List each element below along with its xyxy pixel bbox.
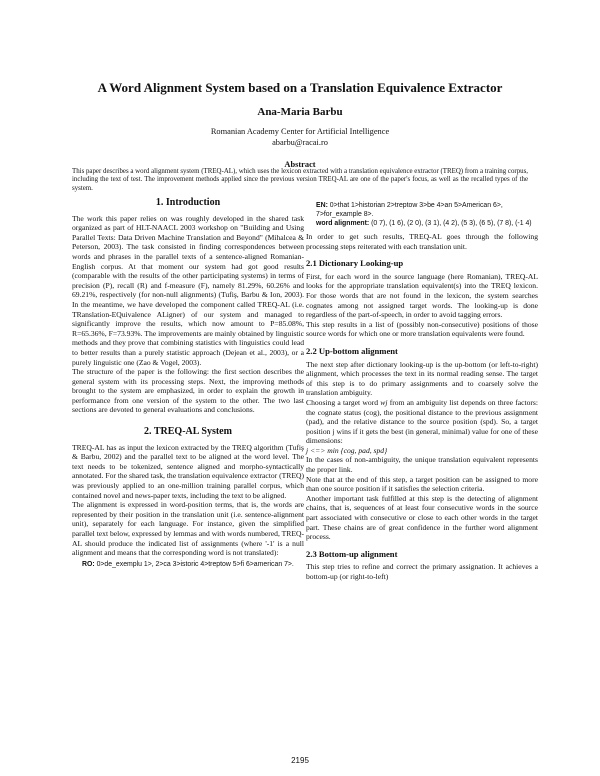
- example-alignment: [306, 219, 538, 228]
- example-alignment-text: (0 7), (1 6), (2 0), (3 1), (4 2), (5 3), (6 5), (7 8), (-1 4): [371, 220, 532, 227]
- selection-formula: [306, 446, 538, 456]
- example-ro-tag: RO:: [82, 560, 95, 568]
- treq-paragraph-3: In order to get such results, TREQ-AL goes through the following processing steps reiterated with each translation unit.: [306, 232, 538, 251]
- paper-title: A Word Alignment System based on a Translation Equivalence Extractor: [97, 80, 503, 95]
- formula-text: j <=> min {cog, pad, spd}: [306, 445, 388, 455]
- intro-paragraph-1: The work this paper relies on was roughly developed in the shared task organized as part of HLT-NAACL 2003 workshop on "Building and Using Parallel Texts: Data Driven Machine Translation and Beyond" (Mihalcea & Peterson, 2003). The task consisted in finding correspondences between words and phrases in the parallel texts of a sentence-aligned Romanian-English corpus. At that moment our system had got good results (comparable with the results of the other participating systems) in terms of precision (P), recall (R) and f-measure (F), namely 81.29%, 60.26% and 69.21%, respectively (for non-null alignments) (Tufiş, Barbu & Ion, 2003). In the meantime, we have developed the component called TREQ-AL (i.e. TRanslation-EQuivalence ALigner) of our system and managed to significantly improve the results, which now amount to P=85.08%, R=65.36%, F=73.93%. The improvements are mainly obtained by linguistic methods and they prove that combining statistics with linguistics could lead to better results than a purely statistic approach (Dejean et al., 2003), or a purely linguistic one (Zao & Vogel, 2003).: [72, 213, 304, 367]
- right-column: [306, 201, 538, 582]
- email: abarbu@racai.ro: [272, 138, 328, 147]
- section-heading-bottom-up: 2.3 Bottom-up alignment: [306, 548, 398, 559]
- example-en-tag: EN:: [316, 202, 328, 209]
- affiliation: Romanian Academy Center for Artificial Intelligence: [210, 127, 390, 136]
- section-heading-treq-al: 2. TREQ-AL System: [144, 426, 232, 438]
- upbottom-paragraph-2: [306, 398, 538, 446]
- dict-paragraph-1: First, for each word in the source language (here Romanian), TREQ-AL looks for the appropriate translation equivalent(s) into the TREQ lexicon. For those words that are not found in the lexicon, the system searches cognates among not assigned target words. The looking-up is done regardless of the part-of-speech, in order to avoid tagging errors.: [306, 271, 538, 320]
- section-heading-up-bottom: 2.2 Up-bottom alignment: [306, 345, 398, 356]
- abstract-heading: Abstract: [284, 160, 316, 169]
- target-word-var: wj: [380, 397, 388, 407]
- left-column: [72, 198, 304, 569]
- abstract-text: This paper describes a word alignment system (TREQ-AL), which uses the lexicon extracted with a translation equivalence extractor (TREQ) from a training corpus, including the text of test. The improvement methods applied since the previous version TREQ-AL are one of the paper's focus, as well as the recalled types of the system.: [72, 168, 528, 192]
- example-alignment-tag: word alignment:: [316, 220, 370, 227]
- affiliation-block: [0, 126, 600, 148]
- treq-paragraph-2: The alignment is expressed in word-position terms, that is, the words are represented by their position in the translation unit (i.e. sentence-alignment unit), separately for each language. For instance, given the simplified parallel text below, expressed by lemmas and with words numbered, TREQ-AL should produce the indicated list of assignments (where '-1' is a null alignment and means that the corresponding word is not translated):: [72, 500, 304, 558]
- treq-paragraph-1: TREQ-AL has as input the lexicon extracted by the TREQ algorithm (Tufiş & Barbu, 2002) and the parallel text to be aligned at the word level. The text needs to be tokenized, sentence aligned and morpho-syntactically annotated. For the shared task, the translation equivalence extractor (TREQ) was previously applied to an one-million training parallel corpus, which contained novel and news-paper texts, including the text to be aligned.: [72, 442, 304, 500]
- intro-paragraph-2: The structure of the paper is the following: the first section describes the general system with its processing steps. Next, the improving methods brought to the system are emphasized, in order to explain the growth in performance from one version of the system to the other. The two last sections are devoted to general evaluations and conclusions.: [72, 367, 304, 415]
- upbottom-paragraph-3: In the cases of non-ambiguity, the unique translation equivalent represents the proper link.: [306, 455, 538, 475]
- author-name: Ana-Maria Barbu: [257, 106, 343, 118]
- section-heading-dictionary: 2.1 Dictionary Looking-up: [306, 258, 404, 269]
- upbottom-p2-end: from an ambiguity list depends on three factors: the cognate status (cog), the positional distance to the previous assignment (pad), and the relative distance to the source position (spd). So, a target position j wins if it gets the best (in general, minimal) value for one of these dimensions:: [306, 397, 538, 446]
- example-ro: [72, 560, 304, 569]
- bottomup-paragraph-1: This step tries to refine and correct the primary assignation. It achieves a bottom-up (or right-to-left): [306, 562, 538, 581]
- section-heading-introduction: 1. Introduction: [155, 197, 221, 208]
- page-number: 2195: [291, 756, 309, 765]
- dict-paragraph-2: This step results in a list of (possibly non-consecutive) positions of those source words for which one or more translation equivalents were found.: [306, 319, 538, 339]
- upbottom-p2-start: Choosing a target word: [306, 397, 381, 407]
- upbottom-paragraph-1: The next step after dictionary looking-up is the up-bottom (or left-to-right) alignment, which processes the text in its normal reading sense. The target of this step is to do primary assignments and to coarsely solve the translation ambiguity.: [306, 359, 538, 398]
- example-ro-text: 0>de_exemplu 1>, 2>ca 3>istoric 4>treptow 5>fi 6>american 7>.: [96, 560, 294, 568]
- upbottom-paragraph-5: Another important task fulfilled at this step is the detecting of alignment chains, that is, sequences of at least four consecutive words in the source part associated with consecutive or close to each other words in the target part. These chains are of great confidence in the further word alignment process.: [306, 493, 538, 542]
- example-en: [306, 201, 538, 219]
- example-en-text: 0>that 1>historian 2>treptow 3>be 4>an 5>American 6>, 7>for_example 8>.: [316, 202, 503, 218]
- upbottom-paragraph-4: Note that at the end of this step, a target position can be assigned to more than one source position if it satisfies the selection criteria.: [306, 474, 538, 494]
